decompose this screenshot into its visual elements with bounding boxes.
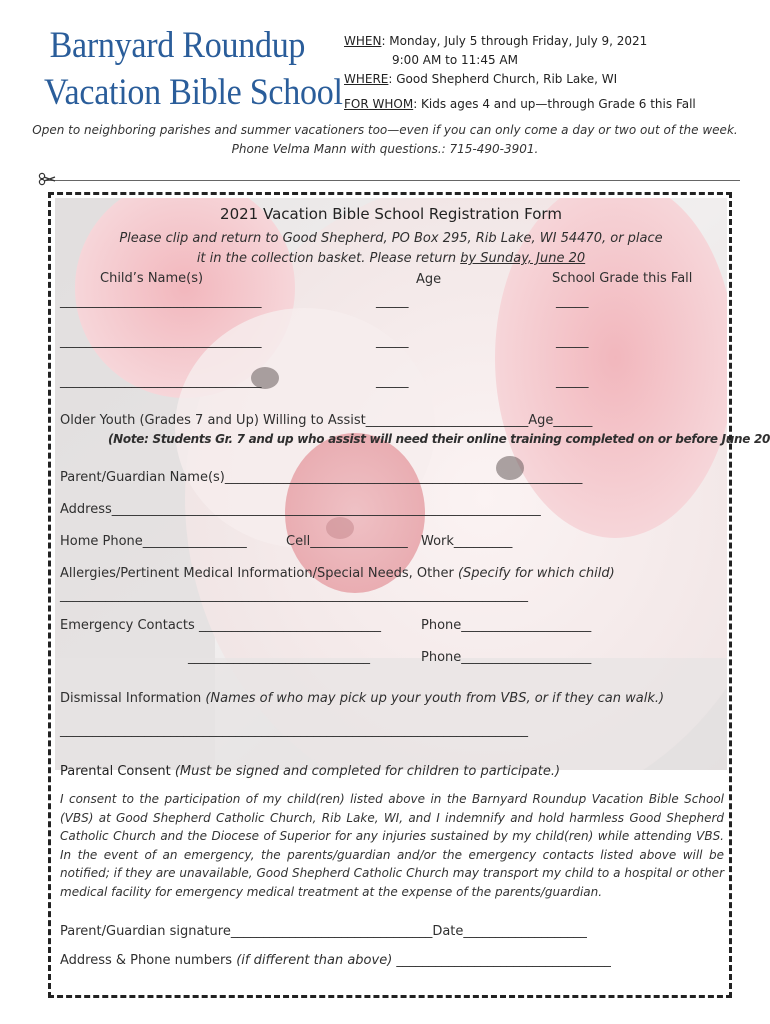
work-field[interactable]: Work_________ bbox=[421, 534, 513, 549]
emergency-contact-field-2[interactable]: ____________________________ bbox=[188, 650, 370, 665]
age-field-2[interactable]: _____ bbox=[376, 334, 409, 349]
emergency-phone-field-1[interactable]: Phone____________________ bbox=[421, 618, 592, 633]
age-field-1[interactable]: _____ bbox=[376, 294, 409, 309]
form-title: 2021 Vacation Bible School Registration Form bbox=[220, 205, 562, 223]
address-phone-blank[interactable]: _________________________________ bbox=[392, 953, 611, 968]
return-deadline: by Sunday, June 20 bbox=[460, 251, 586, 266]
address-phone-label: Address & Phone numbers bbox=[60, 953, 237, 968]
grade-field-3[interactable]: _____ bbox=[556, 374, 589, 389]
parent-name-field[interactable]: Parent/Guardian Name(s)_______________________________________________________ bbox=[60, 470, 583, 485]
child-name-field-1[interactable]: _______________________________ bbox=[60, 294, 262, 309]
title-line-2: Vacation Bible School bbox=[44, 72, 343, 113]
intro-line-1: Open to neighboring parishes and summer vacationers too—even if you can only come a day or two out of the week. bbox=[32, 123, 738, 137]
grade-header: School Grade this Fall bbox=[552, 271, 693, 286]
address-phone-field[interactable] bbox=[60, 953, 611, 968]
time-row: 9:00 AM to 11:45 AM bbox=[392, 53, 518, 67]
forwhom-value: : Kids ages 4 and up—through Grade 6 this Fall bbox=[413, 97, 696, 111]
signature-field[interactable]: Parent/Guardian signature_______________________________Date___________________ bbox=[60, 924, 587, 939]
form-instructions-line2 bbox=[0, 251, 770, 266]
where-label: WHERE bbox=[344, 72, 389, 86]
allergies-note: (Specify for which child) bbox=[457, 566, 615, 581]
intro-line-2: Phone Velma Mann with questions.: 715-490-3901. bbox=[231, 142, 539, 156]
allergies-field[interactable]: ________________________________________________________________________ bbox=[60, 588, 528, 603]
training-note: (Note: Students Gr. 7 and up who assist will need their online training completed on or before June 20 bbox=[108, 432, 770, 446]
address-phone-note: (if different than above) bbox=[236, 953, 393, 968]
dismissal-field[interactable]: ________________________________________________________________________ bbox=[60, 723, 528, 738]
home-phone-field[interactable]: Home Phone________________ bbox=[60, 534, 247, 549]
cell-field[interactable]: Cell_______________ bbox=[286, 534, 408, 549]
child-name-field-3[interactable]: _______________________________ bbox=[60, 374, 262, 389]
consent-heading bbox=[60, 764, 560, 779]
older-youth-field[interactable]: Older Youth (Grades 7 and Up) Willing to Assist_________________________Age______ bbox=[60, 413, 593, 428]
when-value: : Monday, July 5 through Friday, July 9, 2021 bbox=[381, 34, 648, 48]
dismissal-text: Dismissal Information bbox=[60, 691, 206, 706]
age-field-3[interactable]: _____ bbox=[376, 374, 409, 389]
child-name-field-2[interactable]: _______________________________ bbox=[60, 334, 262, 349]
emergency-phone-field-2[interactable]: Phone____________________ bbox=[421, 650, 592, 665]
allergies-label bbox=[60, 566, 615, 581]
grade-field-1[interactable]: _____ bbox=[556, 294, 589, 309]
child-name-header: Child’s Name(s) bbox=[100, 271, 204, 286]
consent-note: (Must be signed and completed for children to participate.) bbox=[170, 764, 561, 779]
emergency-contact-field-1[interactable]: Emergency Contacts ____________________________ bbox=[60, 618, 381, 633]
dismissal-note: (Names of who may pick up your youth from VBS, or if they can walk.) bbox=[205, 691, 665, 706]
consent-text: I consent to the participation of my child(ren) listed above in the Barnyard Roundup Vacation Bible School (VBS) at Good Shepherd Catholic Church, Rib Lake, WI, and I indemnify and hold harmless Good Shepherd Catholic Church and the Diocese of Superior for any injuries sustained by my child(ren) while attending VBS. In the event of an emergency, the parents/guardian and/or the emergency contacts listed above will be notified; if they are unavailable, Good Shepherd Catholic Church may transport my child to a hospital or other medical facility for emergency medical treatment at the expense of the parents/guardian. bbox=[60, 792, 724, 899]
address-field[interactable]: Address__________________________________________________________________ bbox=[60, 502, 541, 517]
form-instructions-line1: Please clip and return to Good Shepherd, PO Box 295, Rib Lake, WI 54470, or place bbox=[119, 231, 663, 246]
allergies-text: Allergies/Pertinent Medical Information/Special Needs, Other bbox=[60, 566, 458, 581]
forwhom-label: FOR WHOM bbox=[344, 97, 414, 111]
instructions-text: it in the collection basket. Please return bbox=[196, 251, 461, 266]
where-value: : Good Shepherd Church, Rib Lake, WI bbox=[388, 72, 618, 86]
when-label: WHEN bbox=[344, 34, 382, 48]
title-line-1: Barnyard Roundup bbox=[49, 25, 306, 66]
consent-label: Parental Consent bbox=[60, 764, 171, 779]
grade-field-2[interactable]: _____ bbox=[556, 334, 589, 349]
dismissal-label bbox=[60, 691, 664, 706]
age-header: Age bbox=[416, 272, 442, 287]
